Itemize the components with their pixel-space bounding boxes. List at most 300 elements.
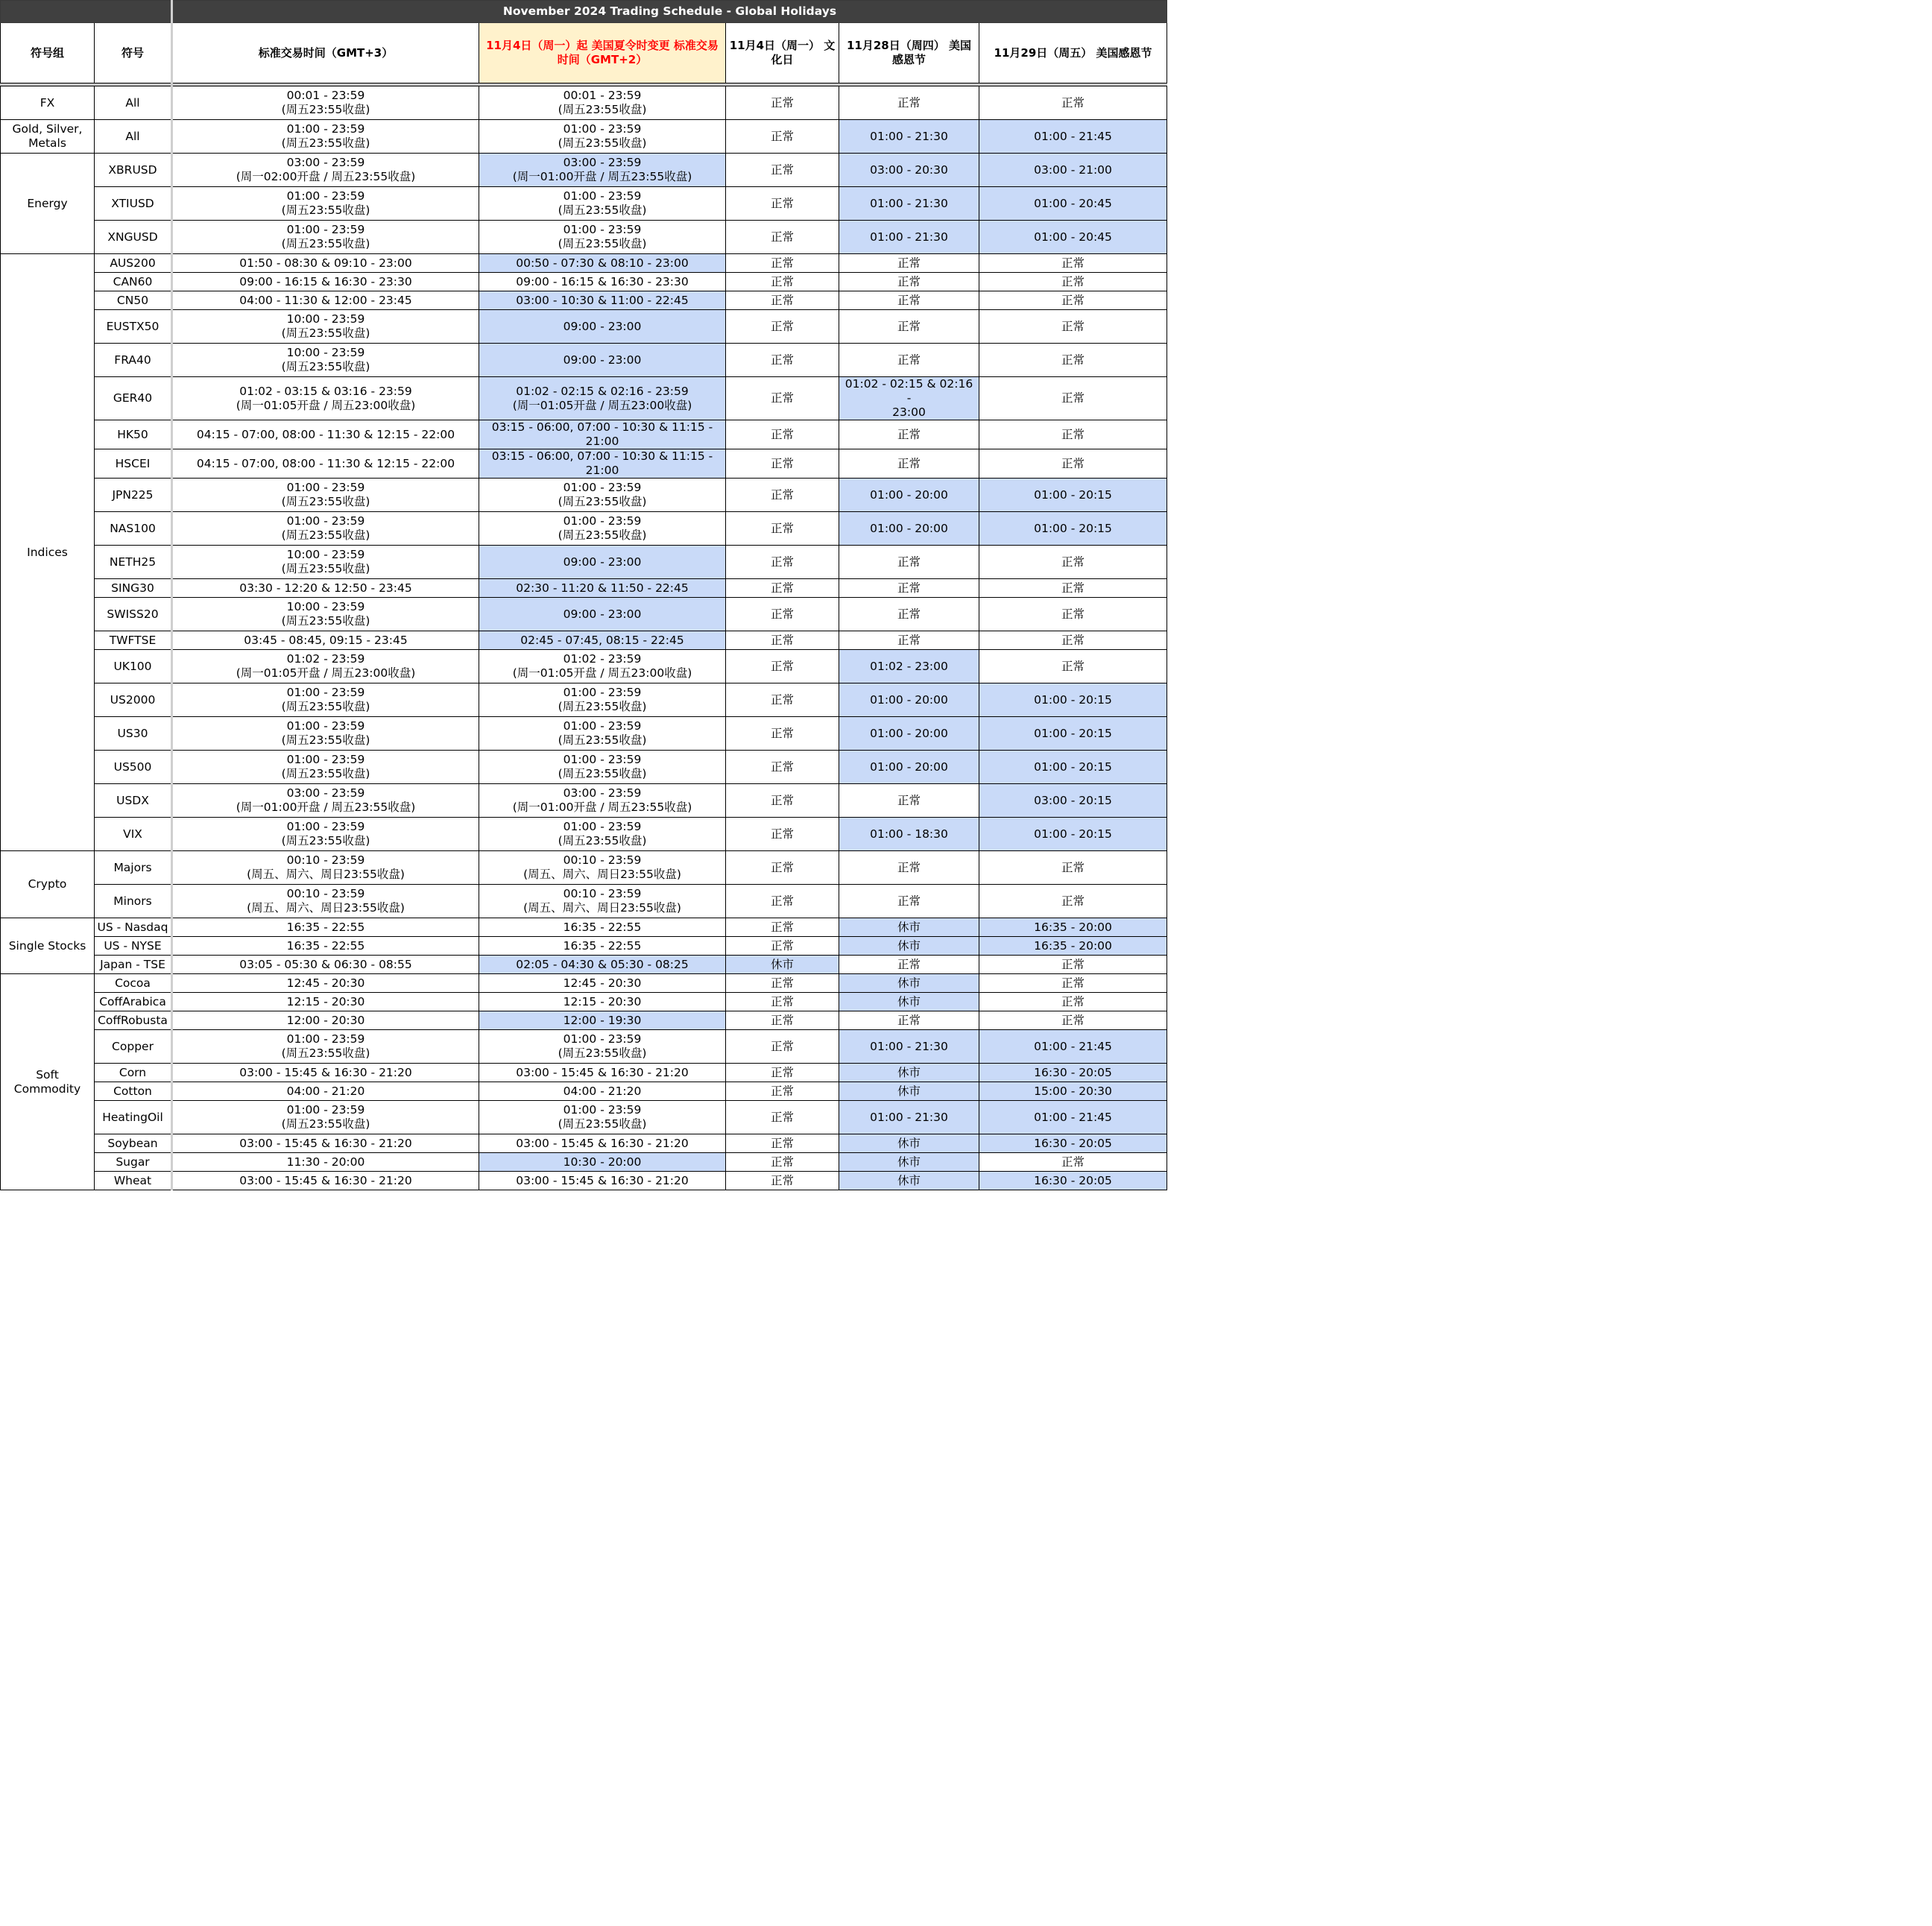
dst-hours-cell[interactable]: 01:00 - 23:59 (周五23:55收盘) <box>479 479 726 512</box>
nov4-cell[interactable]: 正常 <box>726 937 839 956</box>
group-cell[interactable]: Crypto <box>1 851 95 918</box>
group-cell[interactable]: Soft Commodity <box>1 974 95 1190</box>
nov4-cell[interactable]: 正常 <box>726 974 839 993</box>
table-row <box>1 154 1167 187</box>
table-row <box>1 784 1167 818</box>
nov28-cell[interactable]: 正常 <box>839 273 979 291</box>
dst-hours-cell[interactable]: 02:05 - 04:30 & 05:30 - 08:25 <box>479 956 726 974</box>
symbol-cell[interactable]: Minors <box>95 885 172 918</box>
symbol-cell[interactable]: NETH25 <box>95 546 172 579</box>
table-row <box>1 1030 1167 1064</box>
nov29-cell[interactable]: 16:30 - 20:05 <box>979 1064 1167 1082</box>
nov29-cell[interactable]: 01:00 - 20:15 <box>979 751 1167 784</box>
table-row <box>1 1011 1167 1030</box>
nov29-cell[interactable]: 15:00 - 20:30 <box>979 1082 1167 1101</box>
symbol-cell[interactable]: EUSTX50 <box>95 310 172 344</box>
dst-hours-cell[interactable]: 01:00 - 23:59 (周五23:55收盘) <box>479 818 726 851</box>
nov28-cell[interactable]: 01:00 - 21:30 <box>839 187 979 221</box>
nov4-cell[interactable]: 正常 <box>726 1082 839 1101</box>
standard-hours-cell[interactable]: 01:00 - 23:59 (周五23:55收盘) <box>172 479 479 512</box>
nov28-cell[interactable]: 休市 <box>839 974 979 993</box>
nov28-cell[interactable]: 正常 <box>839 344 979 377</box>
nov29-cell[interactable]: 正常 <box>979 273 1167 291</box>
dst-hours-cell[interactable]: 03:00 - 10:30 & 11:00 - 22:45 <box>479 291 726 310</box>
table-row <box>1 187 1167 221</box>
nov4-cell[interactable]: 正常 <box>726 449 839 479</box>
title-row <box>1 1 1167 23</box>
symbol-cell[interactable]: JPN225 <box>95 479 172 512</box>
dst-hours-cell[interactable]: 00:50 - 07:30 & 08:10 - 23:00 <box>479 254 726 273</box>
nov28-cell[interactable]: 正常 <box>839 784 979 818</box>
nov4-cell[interactable]: 正常 <box>726 86 839 120</box>
table-row <box>1 120 1167 154</box>
standard-hours-cell[interactable]: 01:02 - 23:59 (周一01:05开盘 / 周五23:00收盘) <box>172 650 479 683</box>
nov29-cell[interactable]: 正常 <box>979 344 1167 377</box>
nov28-cell[interactable]: 正常 <box>839 291 979 310</box>
symbol-cell[interactable]: HeatingOil <box>95 1101 172 1134</box>
nov4-cell[interactable]: 正常 <box>726 546 839 579</box>
dst-hours-cell[interactable]: 09:00 - 16:15 & 16:30 - 23:30 <box>479 273 726 291</box>
standard-hours-cell[interactable]: 01:00 - 23:59 (周五23:55收盘) <box>172 221 479 254</box>
nov29-cell[interactable]: 01:00 - 21:45 <box>979 120 1167 154</box>
table-row <box>1 631 1167 650</box>
symbol-cell[interactable]: HSCEI <box>95 449 172 479</box>
symbol-cell[interactable]: US2000 <box>95 683 172 717</box>
nov28-cell[interactable]: 正常 <box>839 449 979 479</box>
standard-hours-cell[interactable]: 01:00 - 23:59 (周五23:55收盘) <box>172 512 479 546</box>
table-row <box>1 598 1167 631</box>
symbol-cell[interactable]: Soybean <box>95 1134 172 1153</box>
nov28-cell[interactable]: 正常 <box>839 420 979 449</box>
nov28-cell[interactable]: 01:00 - 21:30 <box>839 1030 979 1064</box>
standard-hours-cell[interactable]: 01:00 - 23:59 (周五23:55收盘) <box>172 1101 479 1134</box>
symbol-cell[interactable]: TWFTSE <box>95 631 172 650</box>
symbol-cell[interactable]: SWISS20 <box>95 598 172 631</box>
trading-schedule-table <box>0 0 1167 1190</box>
nov28-cell[interactable]: 休市 <box>839 1172 979 1190</box>
nov29-cell[interactable]: 正常 <box>979 310 1167 344</box>
nov4-cell[interactable]: 正常 <box>726 187 839 221</box>
table-row <box>1 1172 1167 1190</box>
dst-hours-cell[interactable]: 01:00 - 23:59 (周五23:55收盘) <box>479 221 726 254</box>
dst-hours-cell[interactable]: 01:00 - 23:59 (周五23:55收盘) <box>479 187 726 221</box>
nov29-cell[interactable]: 正常 <box>979 956 1167 974</box>
nov29-cell[interactable]: 正常 <box>979 546 1167 579</box>
nov28-cell[interactable]: 正常 <box>839 885 979 918</box>
standard-hours-cell[interactable]: 09:00 - 16:15 & 16:30 - 23:30 <box>172 273 479 291</box>
nov29-cell[interactable]: 01:00 - 20:45 <box>979 187 1167 221</box>
table-row <box>1 291 1167 310</box>
nov28-cell[interactable]: 正常 <box>839 851 979 885</box>
symbol-cell[interactable]: Majors <box>95 851 172 885</box>
dst-hours-cell[interactable]: 09:00 - 23:00 <box>479 344 726 377</box>
nov4-cell[interactable]: 正常 <box>726 818 839 851</box>
nov29-cell[interactable]: 01:00 - 21:45 <box>979 1030 1167 1064</box>
nov4-cell[interactable]: 正常 <box>726 512 839 546</box>
table-row <box>1 344 1167 377</box>
symbol-cell[interactable]: Corn <box>95 1064 172 1082</box>
dst-hours-cell[interactable]: 10:30 - 20:00 <box>479 1153 726 1172</box>
nov29-cell[interactable]: 正常 <box>979 1153 1167 1172</box>
nov28-cell[interactable]: 休市 <box>839 993 979 1011</box>
header-symbol[interactable]: 符号 <box>95 23 172 83</box>
group-cell[interactable]: Indices <box>1 254 95 851</box>
table-row <box>1 377 1167 420</box>
standard-hours-cell[interactable]: 01:00 - 23:59 (周五23:55收盘) <box>172 717 479 751</box>
standard-hours-cell[interactable]: 10:00 - 23:59 (周五23:55收盘) <box>172 546 479 579</box>
standard-hours-cell[interactable]: 01:00 - 23:59 (周五23:55收盘) <box>172 1030 479 1064</box>
standard-hours-cell[interactable]: 11:30 - 20:00 <box>172 1153 479 1172</box>
nov4-cell[interactable]: 正常 <box>726 273 839 291</box>
nov28-cell[interactable]: 01:00 - 21:30 <box>839 221 979 254</box>
standard-hours-cell[interactable]: 12:15 - 20:30 <box>172 993 479 1011</box>
standard-hours-cell[interactable]: 03:00 - 23:59 (周一01:00开盘 / 周五23:55收盘) <box>172 784 479 818</box>
dst-hours-cell[interactable]: 12:00 - 19:30 <box>479 1011 726 1030</box>
table-row <box>1 885 1167 918</box>
dst-hours-cell[interactable]: 01:00 - 23:59 (周五23:55收盘) <box>479 512 726 546</box>
standard-hours-cell[interactable]: 03:05 - 05:30 & 06:30 - 08:55 <box>172 956 479 974</box>
nov29-cell[interactable]: 16:30 - 20:05 <box>979 1172 1167 1190</box>
standard-hours-cell[interactable]: 04:15 - 07:00, 08:00 - 11:30 & 12:15 - 22:00 <box>172 449 479 479</box>
symbol-cell[interactable]: CoffArabica <box>95 993 172 1011</box>
table-row <box>1 937 1167 956</box>
nov28-cell[interactable]: 01:00 - 20:00 <box>839 479 979 512</box>
table-row <box>1 683 1167 717</box>
nov28-cell[interactable]: 休市 <box>839 1064 979 1082</box>
nov29-cell[interactable]: 正常 <box>979 86 1167 120</box>
symbol-cell[interactable]: Sugar <box>95 1153 172 1172</box>
dst-hours-cell[interactable]: 03:00 - 15:45 & 16:30 - 21:20 <box>479 1064 726 1082</box>
standard-hours-cell[interactable]: 04:00 - 11:30 & 12:00 - 23:45 <box>172 291 479 310</box>
dst-hours-cell[interactable]: 01:02 - 23:59 (周一01:05开盘 / 周五23:00收盘) <box>479 650 726 683</box>
dst-hours-cell[interactable]: 02:45 - 07:45, 08:15 - 22:45 <box>479 631 726 650</box>
symbol-cell[interactable]: US - Nasdaq <box>95 918 172 937</box>
symbol-cell[interactable]: CoffRobusta <box>95 1011 172 1030</box>
nov28-cell[interactable]: 正常 <box>839 1011 979 1030</box>
nov28-cell[interactable]: 01:00 - 20:00 <box>839 751 979 784</box>
standard-hours-cell[interactable]: 10:00 - 23:59 (周五23:55收盘) <box>172 310 479 344</box>
nov29-cell[interactable]: 正常 <box>979 377 1167 420</box>
dst-hours-cell[interactable]: 04:00 - 21:20 <box>479 1082 726 1101</box>
dst-hours-cell[interactable]: 09:00 - 23:00 <box>479 546 726 579</box>
table-row <box>1 1101 1167 1134</box>
symbol-cell[interactable]: USDX <box>95 784 172 818</box>
standard-hours-cell[interactable]: 01:00 - 23:59 (周五23:55收盘) <box>172 818 479 851</box>
nov29-cell[interactable]: 正常 <box>979 449 1167 479</box>
standard-hours-cell[interactable]: 03:45 - 08:45, 09:15 - 23:45 <box>172 631 479 650</box>
nov4-cell[interactable]: 正常 <box>726 291 839 310</box>
nov28-cell[interactable]: 正常 <box>839 86 979 120</box>
nov4-cell[interactable]: 正常 <box>726 784 839 818</box>
nov29-cell[interactable]: 16:30 - 20:05 <box>979 1134 1167 1153</box>
symbol-cell[interactable]: GER40 <box>95 377 172 420</box>
header-standard-hours[interactable]: 标准交易时间（GMT+3） <box>172 23 479 83</box>
nov28-cell[interactable]: 休市 <box>839 1134 979 1153</box>
nov28-cell[interactable]: 01:00 - 20:00 <box>839 717 979 751</box>
nov4-cell[interactable]: 正常 <box>726 310 839 344</box>
dst-hours-cell[interactable]: 16:35 - 22:55 <box>479 937 726 956</box>
nov4-cell[interactable]: 正常 <box>726 154 839 187</box>
table-row <box>1 918 1167 937</box>
symbol-cell[interactable]: Cocoa <box>95 974 172 993</box>
nov29-cell[interactable]: 正常 <box>979 1011 1167 1030</box>
dst-hours-cell[interactable]: 03:00 - 23:59 (周一01:00开盘 / 周五23:55收盘) <box>479 784 726 818</box>
dst-hours-cell[interactable]: 01:00 - 23:59 (周五23:55收盘) <box>479 120 726 154</box>
standard-hours-cell[interactable]: 00:10 - 23:59 (周五、周六、周日23:55收盘) <box>172 851 479 885</box>
nov4-cell[interactable]: 正常 <box>726 717 839 751</box>
nov4-cell[interactable]: 正常 <box>726 598 839 631</box>
nov4-cell[interactable]: 正常 <box>726 344 839 377</box>
standard-hours-cell[interactable]: 01:00 - 23:59 (周五23:55收盘) <box>172 751 479 784</box>
standard-hours-cell[interactable]: 01:50 - 08:30 & 09:10 - 23:00 <box>172 254 479 273</box>
dst-hours-cell[interactable]: 03:15 - 06:00, 07:00 - 10:30 & 11:15 - 21:00 <box>479 449 726 479</box>
sheet-title[interactable]: November 2024 Trading Schedule - Global Holidays <box>172 1 1167 23</box>
standard-hours-cell[interactable]: 01:00 - 23:59 (周五23:55收盘) <box>172 120 479 154</box>
nov28-cell[interactable]: 01:00 - 18:30 <box>839 818 979 851</box>
nov28-cell[interactable]: 休市 <box>839 937 979 956</box>
nov4-cell[interactable]: 正常 <box>726 993 839 1011</box>
symbol-cell[interactable]: XBRUSD <box>95 154 172 187</box>
nov29-cell[interactable]: 01:00 - 21:45 <box>979 1101 1167 1134</box>
standard-hours-cell[interactable]: 03:00 - 15:45 & 16:30 - 21:20 <box>172 1134 479 1153</box>
nov29-cell[interactable]: 01:00 - 20:15 <box>979 683 1167 717</box>
symbol-cell[interactable]: US30 <box>95 717 172 751</box>
header-nov29[interactable]: 11月29日（周五） 美国感恩节 <box>979 23 1167 83</box>
table-row <box>1 851 1167 885</box>
nov4-cell[interactable]: 正常 <box>726 650 839 683</box>
nov4-cell[interactable]: 正常 <box>726 751 839 784</box>
group-cell[interactable]: Gold, Silver, Metals <box>1 120 95 154</box>
symbol-cell[interactable]: HK50 <box>95 420 172 449</box>
nov28-cell[interactable]: 正常 <box>839 546 979 579</box>
header-group[interactable]: 符号组 <box>1 23 95 83</box>
nov4-cell[interactable]: 正常 <box>726 1153 839 1172</box>
nov4-cell[interactable]: 正常 <box>726 1030 839 1064</box>
symbol-cell[interactable]: NAS100 <box>95 512 172 546</box>
nov28-cell[interactable]: 正常 <box>839 631 979 650</box>
standard-hours-cell[interactable]: 12:45 - 20:30 <box>172 974 479 993</box>
nov28-cell[interactable]: 正常 <box>839 598 979 631</box>
nov29-cell[interactable]: 正常 <box>979 254 1167 273</box>
group-cell[interactable]: FX <box>1 86 95 120</box>
dst-hours-cell[interactable]: 01:00 - 23:59 (周五23:55收盘) <box>479 1030 726 1064</box>
standard-hours-cell[interactable]: 10:00 - 23:59 (周五23:55收盘) <box>172 344 479 377</box>
dst-hours-cell[interactable]: 01:00 - 23:59 (周五23:55收盘) <box>479 751 726 784</box>
table-row <box>1 420 1167 449</box>
nov29-cell[interactable]: 正常 <box>979 598 1167 631</box>
symbol-cell[interactable]: CAN60 <box>95 273 172 291</box>
nov29-cell[interactable]: 16:35 - 20:00 <box>979 937 1167 956</box>
dst-hours-cell[interactable]: 09:00 - 23:00 <box>479 310 726 344</box>
nov4-cell[interactable]: 正常 <box>726 479 839 512</box>
dst-hours-cell[interactable]: 01:00 - 23:59 (周五23:55收盘) <box>479 683 726 717</box>
nov4-cell[interactable]: 正常 <box>726 579 839 598</box>
nov4-cell[interactable]: 正常 <box>726 221 839 254</box>
dst-hours-cell[interactable]: 01:00 - 23:59 (周五23:55收盘) <box>479 717 726 751</box>
table-row <box>1 512 1167 546</box>
standard-hours-cell[interactable]: 03:00 - 15:45 & 16:30 - 21:20 <box>172 1064 479 1082</box>
symbol-cell[interactable]: Cotton <box>95 1082 172 1101</box>
dst-hours-cell[interactable]: 09:00 - 23:00 <box>479 598 726 631</box>
nov4-cell[interactable]: 正常 <box>726 885 839 918</box>
nov28-cell[interactable]: 01:00 - 21:30 <box>839 1101 979 1134</box>
nov29-cell[interactable]: 正常 <box>979 885 1167 918</box>
dst-hours-cell[interactable]: 00:10 - 23:59 (周五、周六、周日23:55收盘) <box>479 851 726 885</box>
nov4-cell[interactable]: 正常 <box>726 631 839 650</box>
symbol-cell[interactable]: CN50 <box>95 291 172 310</box>
table-row <box>1 479 1167 512</box>
table-row <box>1 86 1167 120</box>
standard-hours-cell[interactable]: 16:35 - 22:55 <box>172 918 479 937</box>
nov4-cell[interactable]: 正常 <box>726 683 839 717</box>
nov28-cell[interactable]: 休市 <box>839 1153 979 1172</box>
group-cell[interactable]: Energy <box>1 154 95 254</box>
header-row <box>1 23 1167 83</box>
table-row <box>1 1082 1167 1101</box>
nov4-cell[interactable]: 正常 <box>726 1064 839 1082</box>
symbol-cell[interactable]: XNGUSD <box>95 221 172 254</box>
standard-hours-cell[interactable]: 10:00 - 23:59 (周五23:55收盘) <box>172 598 479 631</box>
standard-hours-cell[interactable]: 12:00 - 20:30 <box>172 1011 479 1030</box>
dst-hours-cell[interactable]: 02:30 - 11:20 & 11:50 - 22:45 <box>479 579 726 598</box>
standard-hours-cell[interactable]: 01:00 - 23:59 (周五23:55收盘) <box>172 683 479 717</box>
nov4-cell[interactable]: 正常 <box>726 1101 839 1134</box>
nov4-cell[interactable]: 正常 <box>726 918 839 937</box>
nov29-cell[interactable]: 正常 <box>979 420 1167 449</box>
standard-hours-cell[interactable]: 03:00 - 23:59 (周一02:00开盘 / 周五23:55收盘) <box>172 154 479 187</box>
table-row <box>1 254 1167 273</box>
nov28-cell[interactable]: 正常 <box>839 579 979 598</box>
symbol-cell[interactable]: SING30 <box>95 579 172 598</box>
nov4-cell[interactable]: 正常 <box>726 254 839 273</box>
standard-hours-cell[interactable]: 03:30 - 12:20 & 12:50 - 23:45 <box>172 579 479 598</box>
table-row <box>1 1064 1167 1082</box>
nov28-cell[interactable]: 03:00 - 20:30 <box>839 154 979 187</box>
table-row <box>1 310 1167 344</box>
nov29-cell[interactable]: 正常 <box>979 579 1167 598</box>
nov4-cell[interactable]: 正常 <box>726 1172 839 1190</box>
group-cell[interactable]: Single Stocks <box>1 918 95 974</box>
table-row <box>1 449 1167 479</box>
standard-hours-cell[interactable]: 03:00 - 15:45 & 16:30 - 21:20 <box>172 1172 479 1190</box>
nov29-cell[interactable]: 01:00 - 20:15 <box>979 717 1167 751</box>
dst-hours-cell[interactable]: 01:00 - 23:59 (周五23:55收盘) <box>479 1101 726 1134</box>
nov29-cell[interactable]: 正常 <box>979 993 1167 1011</box>
dst-hours-cell[interactable]: 03:15 - 06:00, 07:00 - 10:30 & 11:15 - 21:00 <box>479 420 726 449</box>
symbol-cell[interactable]: AUS200 <box>95 254 172 273</box>
header-dst-hours[interactable]: 11月4日（周一）起 美国夏令时变更 标准交易时间（GMT+2） <box>479 23 726 83</box>
symbol-cell[interactable]: All <box>95 120 172 154</box>
symbol-cell[interactable]: All <box>95 86 172 120</box>
table-row <box>1 974 1167 993</box>
symbol-cell[interactable]: US500 <box>95 751 172 784</box>
dst-hours-cell[interactable]: 03:00 - 23:59 (周一01:00开盘 / 周五23:55收盘) <box>479 154 726 187</box>
nov29-cell[interactable]: 03:00 - 20:15 <box>979 784 1167 818</box>
dst-hours-cell[interactable]: 00:01 - 23:59 (周五23:55收盘) <box>479 86 726 120</box>
table-row <box>1 1153 1167 1172</box>
dst-hours-cell[interactable]: 00:10 - 23:59 (周五、周六、周日23:55收盘) <box>479 885 726 918</box>
nov28-cell[interactable]: 休市 <box>839 918 979 937</box>
nov28-cell[interactable]: 01:00 - 20:00 <box>839 683 979 717</box>
nov4-cell[interactable]: 休市 <box>726 956 839 974</box>
symbol-cell[interactable]: Japan - TSE <box>95 956 172 974</box>
nov4-cell[interactable]: 正常 <box>726 420 839 449</box>
nov28-cell[interactable]: 01:02 - 02:15 & 02:16 - 23:00 <box>839 377 979 420</box>
nov29-cell[interactable]: 03:00 - 21:00 <box>979 154 1167 187</box>
symbol-cell[interactable]: Wheat <box>95 1172 172 1190</box>
header-nov28[interactable]: 11月28日（周四） 美国感恩节 <box>839 23 979 83</box>
table-row <box>1 546 1167 579</box>
nov4-cell[interactable]: 正常 <box>726 1011 839 1030</box>
standard-hours-cell[interactable]: 00:01 - 23:59 (周五23:55收盘) <box>172 86 479 120</box>
nov4-cell[interactable]: 正常 <box>726 377 839 420</box>
nov29-cell[interactable]: 01:00 - 20:45 <box>979 221 1167 254</box>
table-row <box>1 993 1167 1011</box>
nov28-cell[interactable]: 01:02 - 23:00 <box>839 650 979 683</box>
symbol-cell[interactable]: FRA40 <box>95 344 172 377</box>
nov29-cell[interactable]: 正常 <box>979 650 1167 683</box>
table-row <box>1 751 1167 784</box>
symbol-cell[interactable]: VIX <box>95 818 172 851</box>
nov28-cell[interactable]: 正常 <box>839 310 979 344</box>
standard-hours-cell[interactable]: 01:02 - 03:15 & 03:16 - 23:59 (周一01:05开盘 / 周五23:00收盘) <box>172 377 479 420</box>
symbol-cell[interactable]: UK100 <box>95 650 172 683</box>
nov29-cell[interactable]: 01:00 - 20:15 <box>979 479 1167 512</box>
nov28-cell[interactable]: 01:00 - 20:00 <box>839 512 979 546</box>
table-row <box>1 273 1167 291</box>
nov29-cell[interactable]: 01:00 - 20:15 <box>979 512 1167 546</box>
dst-hours-cell[interactable]: 01:02 - 02:15 & 02:16 - 23:59 (周一01:05开盘 / 周五23:00收盘) <box>479 377 726 420</box>
symbol-cell[interactable]: XTIUSD <box>95 187 172 221</box>
nov28-cell[interactable]: 正常 <box>839 254 979 273</box>
nov28-cell[interactable]: 休市 <box>839 1082 979 1101</box>
symbol-cell[interactable]: Copper <box>95 1030 172 1064</box>
nov4-cell[interactable]: 正常 <box>726 1134 839 1153</box>
standard-hours-cell[interactable]: 04:15 - 07:00, 08:00 - 11:30 & 12:15 - 22:00 <box>172 420 479 449</box>
standard-hours-cell[interactable]: 00:10 - 23:59 (周五、周六、周日23:55收盘) <box>172 885 479 918</box>
nov29-cell[interactable]: 正常 <box>979 974 1167 993</box>
nov28-cell[interactable]: 正常 <box>839 956 979 974</box>
standard-hours-cell[interactable]: 04:00 - 21:20 <box>172 1082 479 1101</box>
schedule-spreadsheet <box>0 0 1169 1187</box>
dst-hours-cell[interactable]: 16:35 - 22:55 <box>479 918 726 937</box>
table-row <box>1 818 1167 851</box>
nov29-cell[interactable]: 正常 <box>979 631 1167 650</box>
nov29-cell[interactable]: 正常 <box>979 291 1167 310</box>
nov29-cell[interactable]: 01:00 - 20:15 <box>979 818 1167 851</box>
header-nov4[interactable]: 11月4日（周一） 文化日 <box>726 23 839 83</box>
symbol-cell[interactable]: US - NYSE <box>95 937 172 956</box>
title-blank-cell[interactable] <box>1 1 172 23</box>
table-row <box>1 1134 1167 1153</box>
table-row <box>1 221 1167 254</box>
nov29-cell[interactable]: 16:35 - 20:00 <box>979 918 1167 937</box>
table-row <box>1 717 1167 751</box>
nov4-cell[interactable]: 正常 <box>726 851 839 885</box>
standard-hours-cell[interactable]: 01:00 - 23:59 (周五23:55收盘) <box>172 187 479 221</box>
table-row <box>1 956 1167 974</box>
dst-hours-cell[interactable]: 12:45 - 20:30 <box>479 974 726 993</box>
table-row <box>1 579 1167 598</box>
nov28-cell[interactable]: 01:00 - 21:30 <box>839 120 979 154</box>
dst-hours-cell[interactable]: 03:00 - 15:45 & 16:30 - 21:20 <box>479 1134 726 1153</box>
dst-hours-cell[interactable]: 12:15 - 20:30 <box>479 993 726 1011</box>
nov4-cell[interactable]: 正常 <box>726 120 839 154</box>
dst-hours-cell[interactable]: 03:00 - 15:45 & 16:30 - 21:20 <box>479 1172 726 1190</box>
table-row <box>1 650 1167 683</box>
standard-hours-cell[interactable]: 16:35 - 22:55 <box>172 937 479 956</box>
nov29-cell[interactable]: 正常 <box>979 851 1167 885</box>
